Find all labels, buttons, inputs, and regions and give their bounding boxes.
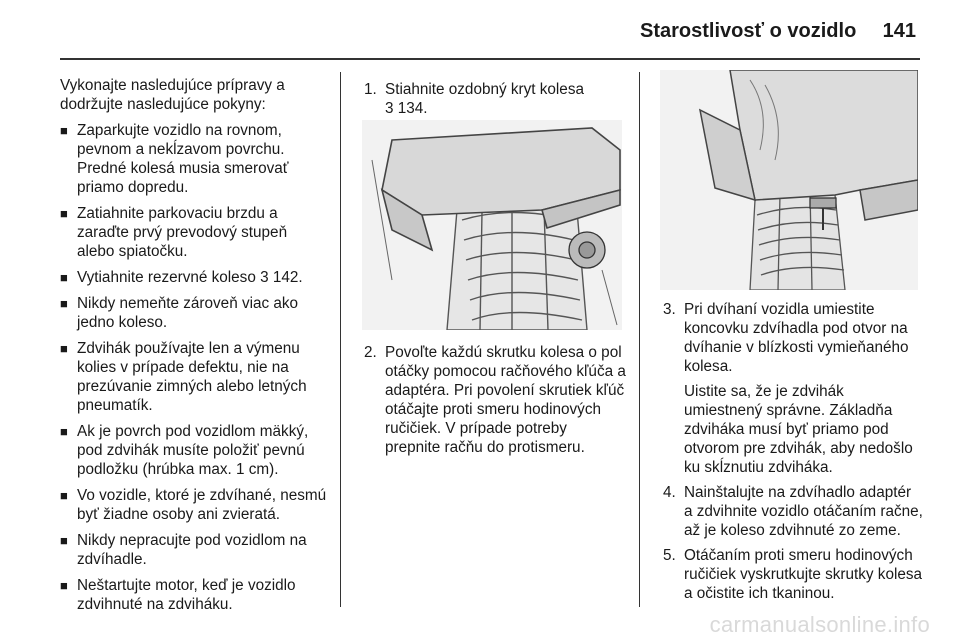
column-divider [639, 72, 640, 607]
bullet-icon: ■ [60, 206, 68, 221]
cross-reference: 3 134. [385, 100, 428, 117]
step-text: Pri dvíhaní vozidla umiestite koncovku zdvíhadla pod otvor na dvíhanie v blízkosti vymieňaného kolesa. [684, 301, 909, 375]
list-item-text: Nikdy nepracujte pod vozidlom na zdvíhadle. [77, 532, 307, 568]
step-number: 3. [663, 301, 676, 318]
left-column [60, 76, 328, 614]
list-item [60, 294, 328, 332]
list-item [60, 422, 328, 479]
list-item-text: Vytiahnite rezervné koleso 3 142. [77, 269, 303, 286]
bullet-icon: ■ [60, 123, 68, 138]
list-item-text: Nikdy nemeňte zároveň viac ako jedno koleso. [77, 295, 299, 331]
step-number: 4. [663, 484, 676, 501]
bullet-icon: ■ [60, 424, 68, 439]
intro-text: Vykonajte nasledujúce prípravy a dodržujte nasledujúce pokyny: [60, 77, 285, 113]
step-number: 5. [663, 547, 676, 564]
column-divider [340, 72, 341, 607]
list-item [60, 486, 328, 524]
step-number: 2. [364, 344, 377, 361]
list-item-text: Ak je povrch pod vozidlom mäkký, pod zdvihák musíte položiť pevnú podložku (hrúbka max. 1 cm). [77, 423, 309, 478]
step-2 [364, 343, 626, 457]
page-number: 141 [882, 20, 916, 42]
step-1 [364, 80, 626, 118]
step-3 [663, 300, 923, 376]
step-number: 1. [364, 81, 377, 98]
bullet-icon: ■ [60, 578, 68, 593]
list-item-text: Zdvihák používajte len a výmenu kolies v prípade defektu, nie na prezúvanie zimných alebo letných pneumatík. [77, 340, 307, 414]
step-5 [663, 546, 923, 603]
step-text: Otáčaním proti smeru hodinových ručičiek vyskrutkujte skrutky kolesa a očistite ich tkaninou. [684, 547, 923, 602]
step-3-note: Uistite sa, že je zdvihák umiestnený správne. Základňa zdviháka musí byť priamo pod otvorom pre zdvihák, aby nedošlo ku skĺznutiu zdviháka. [684, 383, 913, 476]
bullet-icon: ■ [60, 341, 68, 356]
list-item-text: Vo vozidle, ktoré je zdvíhané, nesmú byť žiadne osoby ani zvieratá. [77, 487, 327, 523]
list-item [60, 339, 328, 415]
header-rule [60, 58, 920, 60]
list-item [60, 576, 328, 614]
list-item [60, 531, 328, 569]
wheel-cover-illustration [362, 120, 622, 330]
jack-position-illustration [660, 70, 918, 290]
list-item-text: Neštartujte motor, keď je vozidlo zdvihnuté na zdviháku. [77, 577, 296, 613]
step-text: Povoľte každú skrutku kolesa o pol otáčky pomocou račňového kľúča a adaptéra. Pri povolení skrutiek kľúč otáčajte proti smeru hodinových ručičiek. V prípade potreby prepnite račňu do protismeru. [385, 344, 626, 456]
bullet-icon: ■ [60, 296, 68, 311]
step-4 [663, 483, 923, 540]
bullet-icon: ■ [60, 270, 68, 285]
step-text: Stiahnite ozdobný kryt kolesa [385, 81, 584, 98]
list-item [60, 268, 328, 287]
list-item [60, 121, 328, 197]
list-item-text: Zaparkujte vozidlo na rovnom, pevnom a nekĺzavom povrchu. Predné kolesá musia smerovať priamo dopredu. [77, 122, 289, 196]
right-column-steps [663, 300, 923, 603]
list-item [60, 204, 328, 261]
watermark: carmanualsonline.info [709, 612, 930, 637]
list-item-text: Zatiahnite parkovaciu brzdu a zaraďte prvý prevodový stupeň alebo spiatočku. [77, 205, 288, 260]
step-text: Nainštalujte na zdvíhadlo adaptér a zdvihnite vozidlo otáčaním račne, až je koleso zdvihnuté zo zeme. [684, 484, 923, 539]
page-title: Starostlivosť o vozidlo [640, 20, 857, 42]
bullet-icon: ■ [60, 533, 68, 548]
bullet-icon: ■ [60, 488, 68, 503]
